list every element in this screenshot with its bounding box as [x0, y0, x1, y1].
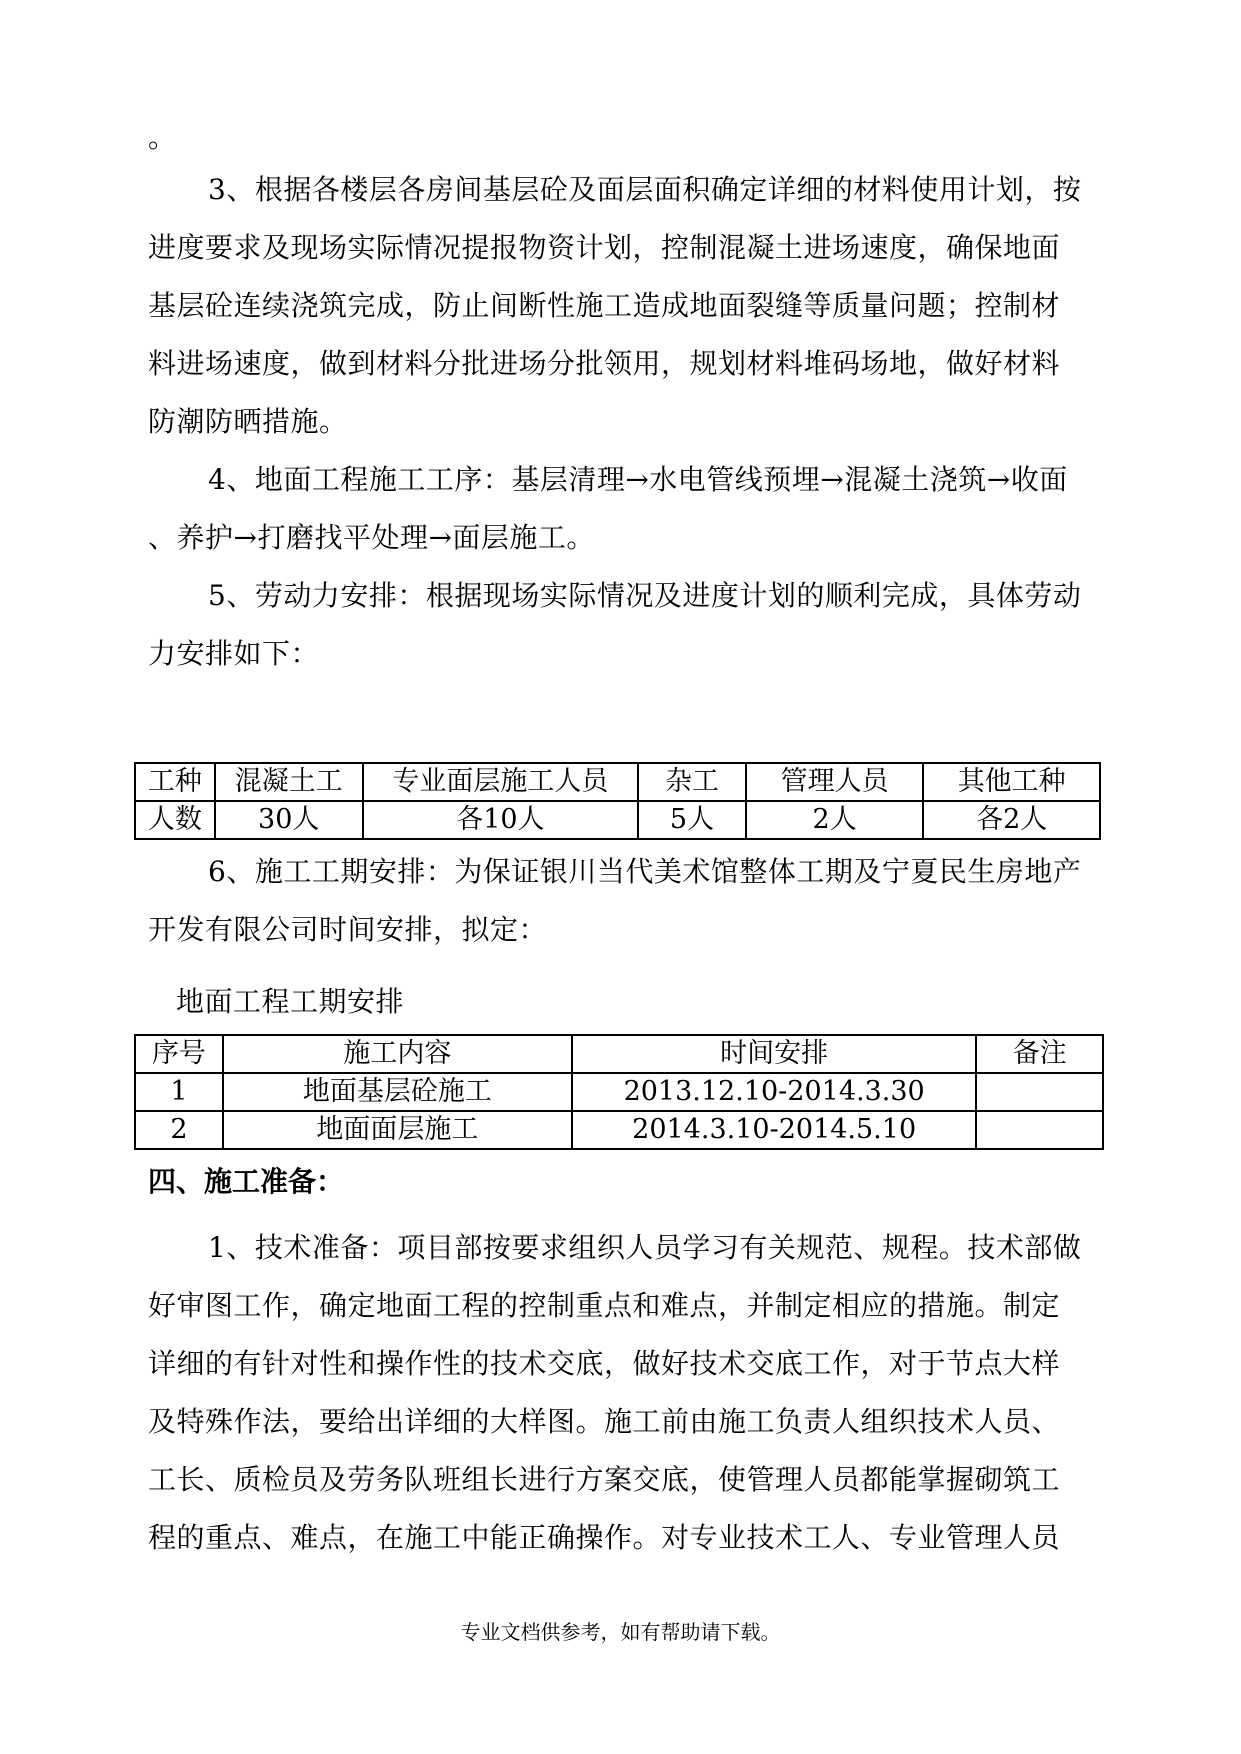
section-4-paragraph-line: 好审图工作，确定地面工程的控制重点和难点，并制定相应的措施。制定	[148, 1289, 1061, 1322]
schedule-table-cell	[976, 1073, 1103, 1111]
paragraph-4-line: 4、地面工程施工工序：基层清理→水电管线预埋→混凝土浇筑→收面	[208, 463, 1068, 496]
page-footer: 专业文档供参考，如有帮助请下载。	[460, 1620, 781, 1644]
labor-table-row	[135, 801, 1100, 839]
schedule-table-cell: 地面面层施工	[223, 1111, 572, 1149]
paragraph-4-line: 、养护→打磨找平处理→面层施工。	[148, 521, 595, 554]
paragraph-continuation: 。	[148, 121, 177, 154]
section-4-paragraph-line: 工长、质检员及劳务队班组长进行方案交底，使管理人员都能掌握砌筑工	[148, 1463, 1061, 1496]
labor-table-cell: 专业面层施工人员	[363, 763, 639, 801]
section-4-paragraph-line: 1、技术准备：项目部按要求组织人员学习有关规范、规程。技术部做	[208, 1231, 1082, 1264]
paragraph-5-line: 5、劳动力安排：根据现场实际情况及进度计划的顺利完成，具体劳动	[208, 579, 1082, 612]
section-4-paragraph-line: 及特殊作法，要给出详细的大样图。施工前由施工负责人组织技术人员、	[148, 1405, 1061, 1438]
section-4-heading: 四、施工准备：	[148, 1165, 345, 1198]
section-4-paragraph-line: 程的重点、难点，在施工中能正确操作。对专业技术工人、专业管理人员	[148, 1521, 1061, 1554]
paragraph-3-line: 防潮防晒措施。	[148, 405, 348, 438]
paragraph-5-line: 力安排如下：	[148, 637, 320, 670]
schedule-table-cell	[976, 1111, 1103, 1149]
paragraph-3-line: 进度要求及现场实际情况提报物资计划，控制混凝土进场速度，确保地面	[148, 231, 1061, 264]
labor-table-cell: 各10人	[363, 801, 639, 839]
schedule-table-row	[135, 1111, 1103, 1149]
schedule-table-cell: 2014.3.10-2014.5.10	[572, 1111, 976, 1149]
schedule-table-cell: 地面基层砼施工	[223, 1073, 572, 1111]
labor-table-cell: 人数	[135, 801, 215, 839]
labor-table-header-row	[135, 763, 1100, 801]
labor-table-cell: 30人	[215, 801, 363, 839]
labor-table-cell: 杂工	[638, 763, 746, 801]
schedule-table-row	[135, 1073, 1103, 1111]
schedule-table-cell: 1	[135, 1073, 223, 1111]
labor-table-cell: 5人	[638, 801, 746, 839]
labor-table-cell: 混凝土工	[215, 763, 363, 801]
section-4-paragraph-line: 详细的有针对性和操作性的技术交底，做好技术交底工作，对于节点大样	[148, 1347, 1061, 1380]
labor-table	[134, 762, 1101, 840]
schedule-table-cell: 序号	[135, 1035, 223, 1073]
labor-table-cell: 2人	[746, 801, 924, 839]
labor-table-cell: 管理人员	[746, 763, 924, 801]
labor-table-cell: 工种	[135, 763, 215, 801]
schedule-table	[134, 1034, 1104, 1150]
schedule-table-cell: 备注	[976, 1035, 1103, 1073]
labor-table-cell: 其他工种	[923, 763, 1100, 801]
paragraph-3-line: 料进场速度，做到材料分批进场分批领用，规划材料堆码场地，做好材料	[148, 347, 1061, 380]
schedule-table-header-row	[135, 1035, 1103, 1073]
labor-table-cell: 各2人	[923, 801, 1100, 839]
schedule-table-cell: 2013.12.10-2014.3.30	[572, 1073, 976, 1111]
paragraph-3-line: 3、根据各楼层各房间基层砼及面层面积确定详细的材料使用计划，按	[208, 173, 1082, 206]
schedule-table-cell: 2	[135, 1111, 223, 1149]
paragraph-6-line: 开发有限公司时间安排，拟定：	[148, 913, 548, 946]
schedule-table-cell: 时间安排	[572, 1035, 976, 1073]
schedule-table-title: 地面工程工期安排	[176, 985, 405, 1018]
schedule-table-cell: 施工内容	[223, 1035, 572, 1073]
paragraph-6-line: 6、施工工期安排：为保证银川当代美术馆整体工期及宁夏民生房地产	[208, 855, 1082, 888]
paragraph-3-line: 基层砼连续浇筑完成，防止间断性施工造成地面裂缝等质量问题；控制材	[148, 289, 1061, 322]
